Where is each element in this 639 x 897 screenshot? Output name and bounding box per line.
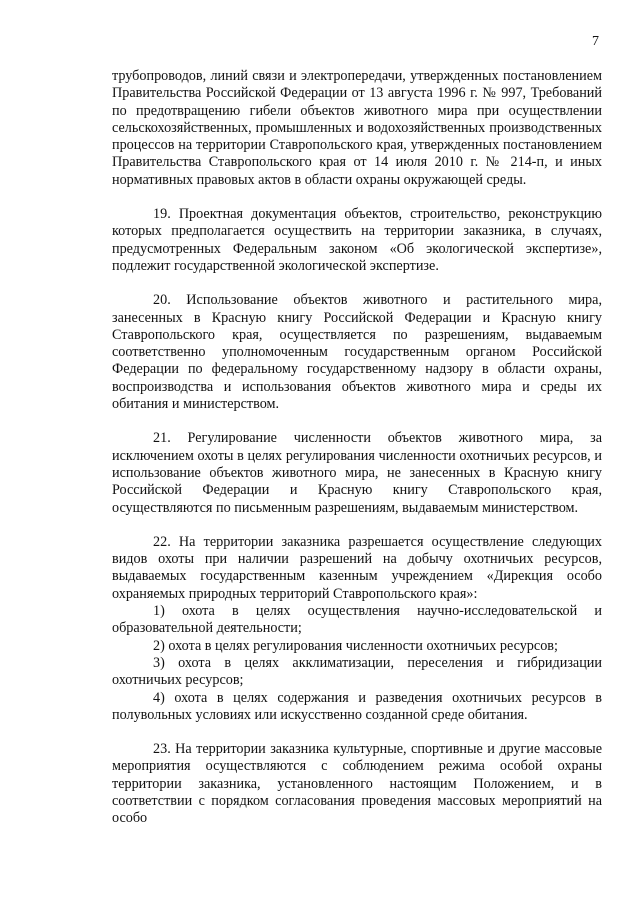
paragraph-22: 22. На территории заказника разрешается осуществление следующих видов охоты при наличии разрешений на добычу охотничьих ресурсов, выдаваемых государственным казенным учреждением «Дирекция особо охраняемых природных территорий Ставропольского края»: xyxy=(112,533,602,602)
paragraph-19: 19. Проектная документация объектов, строительство, реконструкцию которых предполагается осуществить на территории заказника, в случаях, предусмотренных Федеральным законом «Об экологической экспертизе», подлежит государственной экологической экспертизе. xyxy=(112,206,602,274)
list-item-22-1: 1) охота в целях осуществления научно-исследовательской и образовательной деятельности; xyxy=(112,603,602,637)
list-item-22-4: 4) охота в целях содержания и разведения охотничьих ресурсов в полувольных условиях или искусственно созданной среде обитания. xyxy=(112,689,602,723)
paragraph-21: 21. Регулирование численности объектов животного мира, за исключением охоты в целях регулирования численности охотничьих ресурсов, и использование объектов животного мира, не занесенных в Красную книгу Российской Федерации и Красную книгу Ставропольского края, осуществляются по письменным разрешениям, выдаваемым министерством. xyxy=(112,430,602,516)
list-item-22-3: 3) охота в целях акклиматизации, переселения и гибридизации охотничьих ресурсов; xyxy=(112,654,602,689)
paragraph-20: 20. Использование объектов животного и растительного мира, занесенных в Красную книгу Российской Федерации и Красную книгу Ставропольского края, осуществляется по разрешениям, выдаваемым соответственно уполномоченным государственным органом Российской Федерации по федеральному государственному надзору в области охраны, воспроизводства и использования объектов животного мира и среды их обитания и министерством. xyxy=(112,292,602,413)
paragraph-continuation: трубопроводов, линий связи и электропередачи, утвержденных постановлением Правительства Российской Федерации от 13 августа 1996 г. № 997, Требований по предотвращению гибели объектов животного мира при осуществлении сельскохозяйственных, промышленных и водохозяйственных производственных процессов на территории Ставропольского края, утвержденных постановлением Правительства Ставропольского края от 14 июля 2010 г. № 214-п, и иных нормативных правовых актов в области охраны окружающей среды. xyxy=(112,68,602,188)
page-number: 7 xyxy=(592,34,599,49)
list-item-22-2: 2) охота в целях регулирования численности охотничьих ресурсов; xyxy=(153,637,558,654)
document-body xyxy=(112,68,602,845)
paragraph-23: 23. На территории заказника культурные, спортивные и другие массовые мероприятия осуществляются с соблюдением режима особой охраны территории заказника, установленного настоящим Положением, и в соответствии с порядком согласования проведения массовых мероприятий на особо xyxy=(112,741,602,827)
